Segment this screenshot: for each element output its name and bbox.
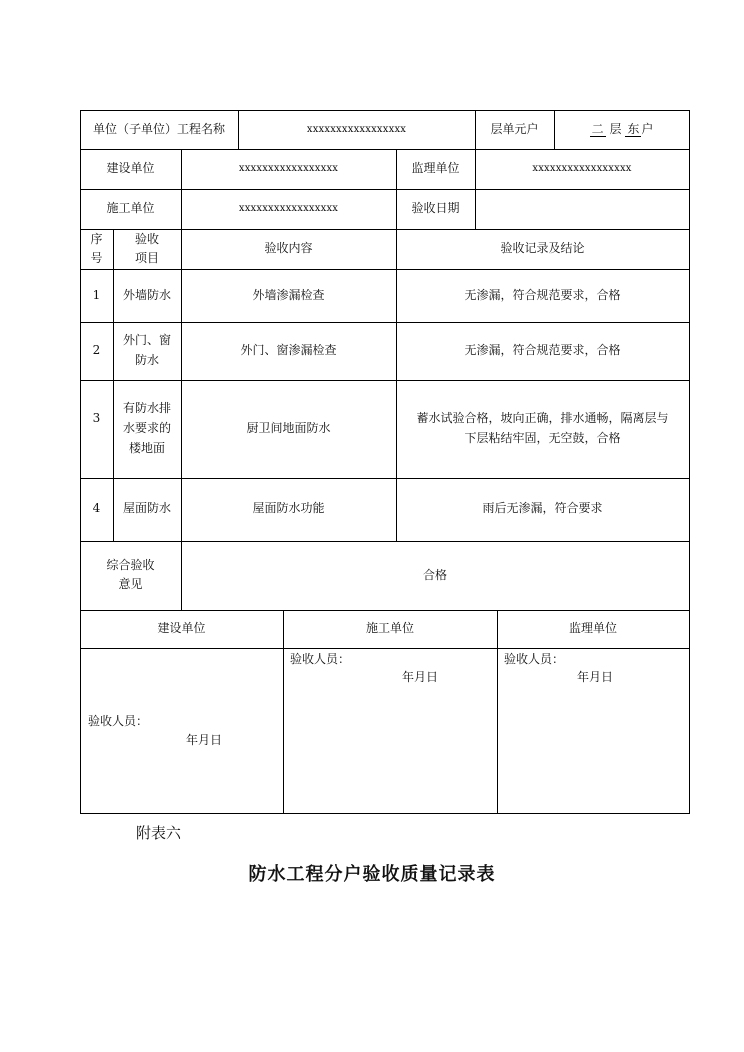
sig-supervisor-header: 监理单位 <box>568 621 617 635</box>
supervisor-value: xxxxxxxxxxxxxxxxx <box>532 163 632 174</box>
sig-contractor-header: 施工单位 <box>365 621 414 635</box>
row-3-item-line-3: 楼地面 <box>128 441 165 455</box>
row-line <box>80 380 690 381</box>
row-4-content: 屋面防水功能 <box>252 501 325 515</box>
page-title: 防水工程分户验收质量记录表 <box>248 864 496 885</box>
row-3-record-line-1: 蓄水试验合格，坡向正确，排水通畅，隔离层与 <box>416 411 669 425</box>
content-header: 验收内容 <box>264 241 313 255</box>
row-1-item: 外墙防水 <box>122 288 171 302</box>
row-4-seq: 4 <box>92 501 101 515</box>
table-right-border <box>689 110 690 814</box>
project-name-value: xxxxxxxxxxxxxxxxx <box>306 124 407 135</box>
row-line <box>80 648 690 649</box>
project-name-label: 单位（子单位）工程名称 <box>92 122 225 136</box>
seq-header-line-1: 序 <box>90 232 103 246</box>
row-line <box>80 322 690 323</box>
appendix-caption: 附表六 <box>136 824 182 842</box>
unit-side: 东 <box>627 122 640 136</box>
row-4-item: 屋面防水 <box>122 501 171 515</box>
floor-suffix: 层 <box>609 122 622 136</box>
seq-header-line-2: 号 <box>90 251 103 265</box>
sig-supervisor-date: 年月日 <box>577 670 614 684</box>
supervisor-label: 监理单位 <box>411 161 460 175</box>
row-3-seq: 3 <box>92 411 101 425</box>
unit-suffix: 户 <box>641 122 654 136</box>
floor-unit-label: 层单元户 <box>490 122 539 136</box>
row-2-content: 外门、窗渗漏检查 <box>240 343 337 357</box>
row-1-seq: 1 <box>92 288 101 302</box>
builder-label: 建设单位 <box>106 161 155 175</box>
row-3-item-line-1: 有防水排 <box>122 401 171 415</box>
table-bottom-border <box>80 813 690 814</box>
col-line <box>497 610 498 813</box>
sig-builder-date: 年月日 <box>186 733 223 747</box>
record-header: 验收记录及结论 <box>500 241 585 255</box>
overall-label-line-1: 综合验收 <box>106 558 155 572</box>
row-2-seq: 2 <box>92 343 101 357</box>
contractor-value: xxxxxxxxxxxxxxxxx <box>238 203 339 214</box>
row-1-record: 无渗漏，符合规范要求，合格 <box>464 288 621 302</box>
row-2-item-line-2: 防水 <box>134 353 159 367</box>
item-header-line-2: 项目 <box>134 251 159 265</box>
row-line <box>80 189 690 190</box>
sig-supervisor-inspector: 验收人员： <box>504 652 565 666</box>
row-1-content: 外墙渗漏检查 <box>252 288 325 302</box>
row-3-record-line-2: 下层粘结牢固，无空鼓，合格 <box>464 431 621 445</box>
sig-builder-inspector: 验收人员： <box>88 714 149 728</box>
row-line <box>80 269 690 270</box>
col-line <box>283 610 284 813</box>
table-top-border <box>80 110 690 111</box>
inspection-date-label: 验收日期 <box>411 201 460 215</box>
row-line <box>80 610 690 611</box>
col-line <box>396 229 397 541</box>
row-line <box>80 149 690 150</box>
sig-contractor-inspector: 验收人员： <box>290 652 351 666</box>
row-3-content: 厨卫间地面防水 <box>246 421 331 435</box>
floor-unit-value <box>554 120 689 139</box>
overall-label-line-2: 意见 <box>118 577 143 591</box>
row-line <box>80 541 690 542</box>
contractor-label: 施工单位 <box>106 201 155 215</box>
row-4-record: 雨后无渗漏，符合要求 <box>482 501 603 515</box>
row-2-item-line-1: 外门、窗 <box>122 333 171 347</box>
col-line <box>113 229 114 541</box>
row-3-item-line-2: 水要求的 <box>122 421 171 435</box>
row-2-record: 无渗漏，符合规范要求，合格 <box>464 343 621 357</box>
row-line <box>80 478 690 479</box>
floor-number: 二 <box>591 122 604 136</box>
sig-contractor-date: 年月日 <box>402 670 439 684</box>
sig-builder-header: 建设单位 <box>157 621 206 635</box>
item-header-line-1: 验收 <box>134 232 159 246</box>
builder-value: xxxxxxxxxxxxxxxxx <box>238 163 339 174</box>
overall-value: 合格 <box>422 568 447 582</box>
